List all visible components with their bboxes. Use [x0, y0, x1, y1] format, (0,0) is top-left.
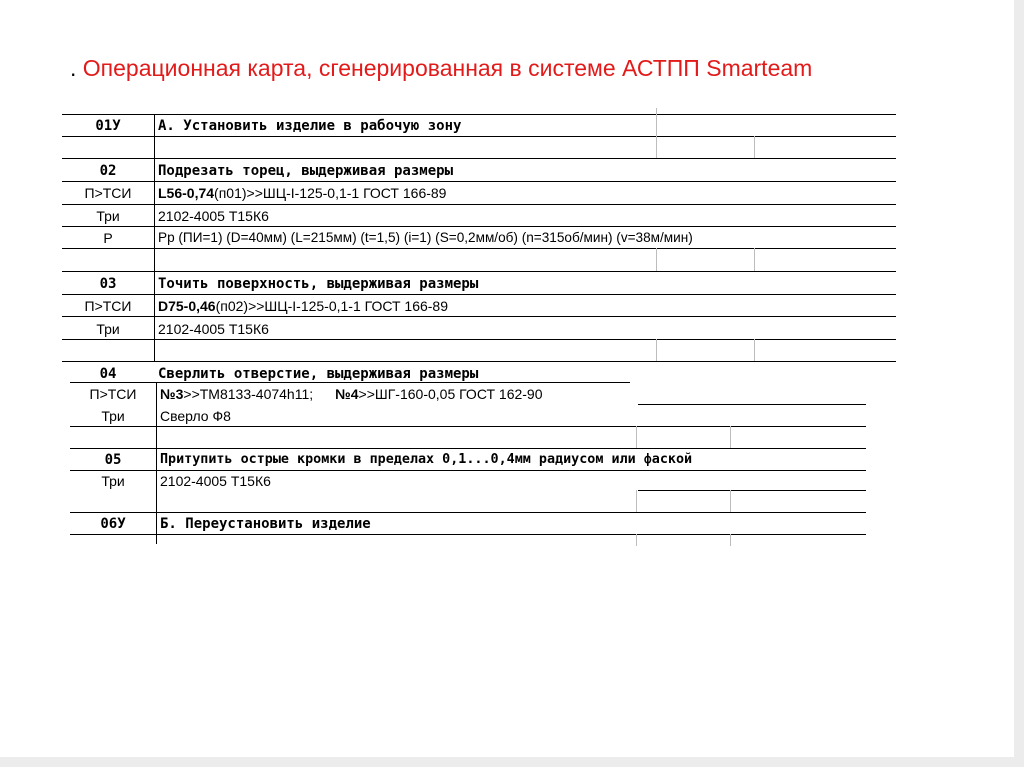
grid-line [62, 294, 896, 295]
grid-line [656, 248, 657, 271]
step-code: П>ТСИ [84, 298, 132, 314]
grid-line [62, 181, 896, 182]
grid-line [638, 404, 866, 405]
step-code: П>ТСИ [89, 386, 137, 402]
tool-text: (п01)>>ШЦ-I-125-0,1-1 ГОСТ 166-89 [214, 185, 447, 201]
grid-line [730, 426, 731, 448]
grid-line [62, 248, 896, 249]
grid-line [636, 426, 637, 448]
grid-line [62, 339, 896, 340]
step-text: 2102-4005 Т15К6 [160, 473, 271, 489]
grid-line [154, 114, 155, 362]
grid-line [70, 512, 866, 513]
op-code: 01У [95, 118, 121, 134]
op-code: 02 [99, 163, 117, 179]
step-text [158, 185, 446, 201]
grid-line [62, 226, 896, 227]
tool-text: >>ШГ-160-0,05 ГОСТ 162-90 [358, 386, 543, 402]
step-text [158, 298, 448, 314]
grid-line [636, 534, 637, 546]
grid-line [70, 448, 866, 449]
step-code: Три [96, 321, 120, 337]
op-code: 03 [99, 276, 117, 292]
grid-line [730, 490, 731, 512]
op-description: Притупить острые кромки в пределах 0,1...0,4мм радиусом или фаской [160, 452, 693, 467]
step-text: Рр (ПИ=1) (D=40мм) (L=215мм) (t=1,5) (i=1) (S=0,2мм/об) (n=315об/мин) (v=38м/мин) [158, 230, 693, 245]
grid-line [754, 136, 755, 158]
dimension-label: L56-0,74 [158, 185, 215, 201]
title-prefix: . [70, 55, 83, 81]
step-code: Р [103, 230, 113, 246]
grid-line [70, 534, 866, 535]
op-description: Подрезать торец, выдерживая размеры [158, 163, 454, 179]
op-description: Сверлить отверстие, выдерживая размеры [158, 366, 479, 382]
grid-line [754, 248, 755, 271]
op-code: 04 [99, 366, 117, 382]
tool-number: №3 [160, 386, 184, 402]
grid-line [62, 361, 896, 362]
step-text: 2102-4005 Т15К6 [158, 208, 269, 224]
grid-line [70, 470, 866, 471]
grid-line [70, 382, 630, 383]
step-code: П>ТСИ [84, 185, 132, 201]
grid-line [62, 136, 896, 137]
grid-line [62, 271, 896, 272]
grid-line [636, 490, 637, 512]
grid-line [656, 108, 657, 158]
dimension-label: D75-0,46 [158, 298, 216, 314]
grid-line [730, 534, 731, 546]
grid-line [62, 158, 896, 159]
step-text [160, 386, 543, 402]
step-code: Три [101, 473, 125, 489]
grid-line [62, 114, 896, 115]
step-text: Сверло Ф8 [160, 408, 231, 424]
title-text: Операционная карта, сгенерированная в системе АСТПП Smarteam [82, 55, 813, 81]
step-text: 2102-4005 Т15К6 [158, 321, 269, 337]
grid-line [656, 339, 657, 361]
grid-line [70, 426, 866, 427]
tool-number: №4 [335, 386, 359, 402]
op-code: 05 [104, 452, 122, 468]
grid-line [638, 490, 866, 491]
op-code: 06У [100, 516, 126, 532]
grid-line [156, 382, 157, 544]
step-code: Три [101, 408, 125, 424]
tool-text: >>ТМ8133-4074h11; [183, 386, 314, 402]
op-description: Точить поверхность, выдерживая размеры [158, 276, 479, 292]
op-description: А. Установить изделие в рабочую зону [158, 118, 462, 134]
step-code: Три [96, 208, 120, 224]
grid-line [754, 339, 755, 361]
grid-line [62, 316, 896, 317]
grid-line [62, 204, 896, 205]
op-description: Б. Переустановить изделие [160, 516, 371, 532]
tool-text: (п02)>>ШЦ-I-125-0,1-1 ГОСТ 166-89 [215, 298, 449, 314]
